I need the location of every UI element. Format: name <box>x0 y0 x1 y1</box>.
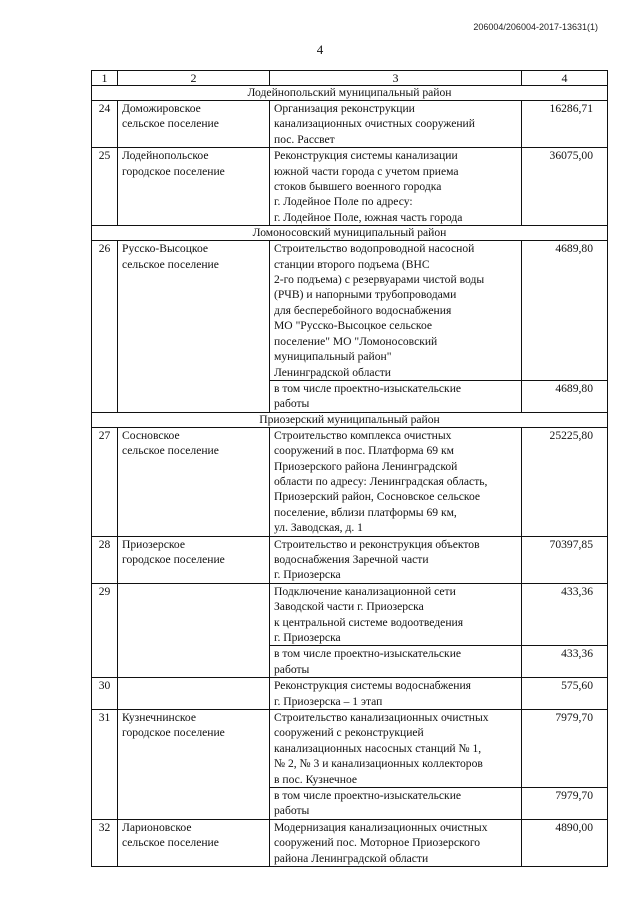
municipality-name <box>118 678 270 710</box>
municipality-name: Ларионовское сельское поселение <box>118 819 270 866</box>
section-row <box>92 226 608 241</box>
municipality-name <box>118 583 270 677</box>
row-number: 30 <box>92 678 118 710</box>
project-description: Строительство канализационных очистных сооружений с реконструкцией канализационных насосных станций № 1, № 2, № 3 и канализационных коллекторов в пос. Кузнечное <box>270 710 522 788</box>
section-title: Лодейнопольский муниципальный район <box>92 86 608 101</box>
project-description: Строительство и реконструкция объектов водоснабжения Заречной части г. Приозерска <box>270 536 522 583</box>
investment-table <box>91 70 608 867</box>
project-description: Строительство водопроводной насосной станции второго подъема (ВНС 2-го подъема) с резервуарами чистой воды (РЧВ) и напорными трубопроводами для бесперебойного водоснабжения МО "Русско-Высоцкое сельское поселение" МО "Ломоносовский муниципальный район" Ленинградской области <box>270 241 522 381</box>
section-title: Приозерский муниципальный район <box>92 412 608 427</box>
table-row <box>92 427 608 536</box>
row-number: 27 <box>92 427 118 536</box>
table-row <box>92 241 608 381</box>
table-row <box>92 819 608 866</box>
column-header: 1 <box>92 71 118 86</box>
project-description: Строительство комплекса очистных сооружений в пос. Платформа 69 км Приозерского района Ленинградской области по адресу: Ленинградская область, Приозерский район, Сосновское сельское поселение, вблизи платформы 69 км, ул. Заводская, д. 1 <box>270 427 522 536</box>
sub-description: в том числе проектно-изыскательские работы <box>270 380 522 412</box>
sub-amount: 4689,80 <box>522 380 608 412</box>
municipality-name: Доможировское сельское поселение <box>118 101 270 148</box>
table-row <box>92 583 608 646</box>
row-number: 31 <box>92 710 118 820</box>
municipality-name: Кузнечнинское городское поселение <box>118 710 270 820</box>
header-row <box>92 71 608 86</box>
section-row <box>92 412 608 427</box>
column-header: 4 <box>522 71 608 86</box>
project-amount: 25225,80 <box>522 427 608 536</box>
project-amount: 70397,85 <box>522 536 608 583</box>
municipality-name: Русско-Высоцкое сельское поселение <box>118 241 270 412</box>
page-number: 4 <box>316 42 324 57</box>
project-description: Подключение канализационной сети Заводской части г. Приозерска к центральной системе водоотведения г. Приозерска <box>270 583 522 646</box>
row-number: 26 <box>92 241 118 412</box>
row-number: 24 <box>92 101 118 148</box>
row-number: 25 <box>92 148 118 226</box>
project-amount: 7979,70 <box>522 710 608 788</box>
project-description: Реконструкция системы водоснабжения г. Приозерска – 1 этап <box>270 678 522 710</box>
project-amount: 16286,71 <box>522 101 608 148</box>
row-number: 29 <box>92 583 118 677</box>
table-row <box>92 678 608 710</box>
table-row <box>92 148 608 226</box>
project-amount: 4890,00 <box>522 819 608 866</box>
project-description: Реконструкция системы канализации южной части города с учетом приема стоков бывшего военного городка г. Лодейное Поле по адресу: г. Лодейное Поле, южная часть города <box>270 148 522 226</box>
municipality-name: Приозерское городское поселение <box>118 536 270 583</box>
municipality-name: Лодейнопольское городское поселение <box>118 148 270 226</box>
table-row <box>92 536 608 583</box>
project-amount: 4689,80 <box>522 241 608 381</box>
sub-description: в том числе проектно-изыскательские работы <box>270 646 522 678</box>
project-amount: 433,36 <box>522 583 608 646</box>
column-header: 2 <box>118 71 270 86</box>
municipality-name: Сосновское сельское поселение <box>118 427 270 536</box>
row-number: 28 <box>92 536 118 583</box>
section-row <box>92 86 608 101</box>
column-header: 3 <box>270 71 522 86</box>
table-row <box>92 101 608 148</box>
project-description: Модернизация канализационных очистных сооружений пос. Моторное Приозерского района Ленинградской области <box>270 819 522 866</box>
row-number: 32 <box>92 819 118 866</box>
project-amount: 36075,00 <box>522 148 608 226</box>
sub-amount: 433,36 <box>522 646 608 678</box>
document-id: 206004/206004-2017-13631(1) <box>473 22 598 32</box>
table-row <box>92 710 608 788</box>
section-title: Ломоносовский муниципальный район <box>92 226 608 241</box>
project-description: Организация реконструкции канализационных очистных сооружений пос. Рассвет <box>270 101 522 148</box>
sub-description: в том числе проектно-изыскательские работы <box>270 788 522 820</box>
project-amount: 575,60 <box>522 678 608 710</box>
sub-amount: 7979,70 <box>522 788 608 820</box>
